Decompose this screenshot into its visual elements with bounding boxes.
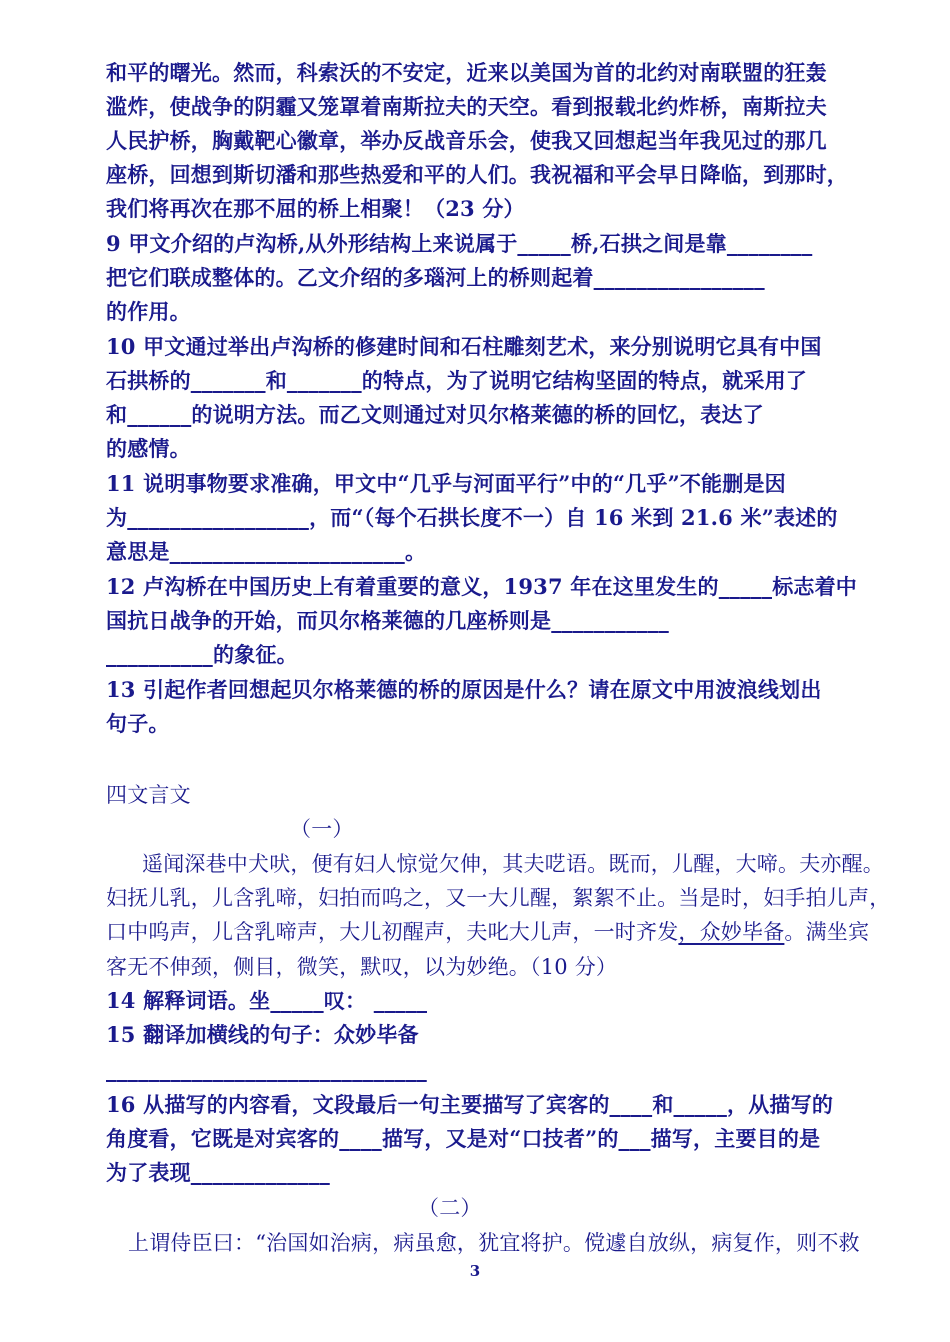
question-16-line: 角度看，它既是对宾客的____描写，又是对“口技者”的___描写，主要目的是 xyxy=(106,1126,821,1151)
question-16-line: 16 从描写的内容看，文段最后一句主要描写了宾客的____和_____，从描写的 xyxy=(106,1092,834,1117)
question-12-line: __________的象征。 xyxy=(106,642,298,667)
passage-line: 我们将再次在那不屈的桥上相聚！（23 分） xyxy=(106,196,525,221)
subsection-title-2: （二） xyxy=(418,1196,482,1220)
question-10-line: 和______的说明方法。而乙文则通过对贝尔格莱德的桥的回忆，表达了 xyxy=(106,402,764,427)
underlined-sentence: ，众妙毕备 xyxy=(678,920,785,944)
passage-line: 和平的曙光。然而，科索沃的不安定，近来以美国为首的北约对南联盟的狂轰 xyxy=(106,60,827,85)
classical-text-line: 遥闻深巷中犬吠，便有妇人惊觉欠伸，其夫呓语。既而，儿醒，大啼。夫亦醒。 xyxy=(142,852,884,876)
question-11-line: 意思是______________________。 xyxy=(106,539,427,564)
section-title: 四文言文 xyxy=(106,783,191,807)
question-13-line: 句子。 xyxy=(106,711,170,736)
question-10-line: 石拱桥的_______和_______的特点，为了说明它结构坚固的特点，就采用了 xyxy=(106,368,807,393)
classical-text-segment: 口中呜声，儿含乳啼声，大儿初醒声，夫叱大儿声，一时齐发 xyxy=(106,920,679,944)
question-15-line: 15 翻译加横线的句子：众妙毕备 xyxy=(106,1022,419,1047)
classical-text-line xyxy=(106,917,870,947)
question-10-line: 10 甲文通过举出卢沟桥的修建时间和石柱雕刻艺术，来分别说明它具有中国 xyxy=(106,334,822,359)
passage-line: 滥炸，使战争的阴霾又笼罩着南斯拉夫的天空。看到报载北约炸桥，南斯拉夫 xyxy=(106,94,827,119)
question-11-line: 为_________________，而“（每个石拱长度不一）自 16 米到 21.6 米”表述的 xyxy=(106,505,838,530)
page-number: 3 xyxy=(469,1262,481,1280)
passage-line: 座桥，回想到斯切潘和那些热爱和平的人们。我祝福和平会早日降临，到那时， xyxy=(106,162,848,187)
question-12-line: 国抗日战争的开始，而贝尔格莱德的几座桥则是___________ xyxy=(106,608,669,633)
classical-text-line: 妇抚儿乳，儿含乳啼，妇拍而呜之，又一大儿醒，絮絮不止。当是时，妇手拍儿声， xyxy=(106,886,891,910)
question-10-line: 的感情。 xyxy=(106,436,191,461)
classical-text-segment: 。满坐宾 xyxy=(784,920,870,944)
answer-blank-line: ______________________________ xyxy=(106,1057,427,1082)
subsection-title-1: （一） xyxy=(290,817,354,841)
question-11-line: 11 说明事物要求准确，甲文中“几乎与河面平行”中的“几乎”不能删是因 xyxy=(106,471,786,496)
classical-text-line: 上谓侍臣曰：“治国如治病，病虽愈，犹宜将护。傥遽自放纵，病复作，则不救 xyxy=(128,1231,860,1255)
question-16-line: 为了表现_____________ xyxy=(106,1160,330,1185)
question-9-line: 的作用。 xyxy=(106,299,191,324)
question-14-line: 14 解释词语。坐_____叹： _____ xyxy=(106,988,428,1013)
passage-line: 人民护桥，胸戴靶心徽章，举办反战音乐会，使我又回想起当年我见过的那几 xyxy=(106,128,827,153)
question-12-line: 12 卢沟桥在中国历史上有着重要的意义，1937 年在这里发生的_____标志着中 xyxy=(106,574,857,599)
question-9-line: 把它们联成整体的。乙文介绍的多瑙河上的桥则起着________________ xyxy=(106,265,765,290)
question-9-line: 9 甲文介绍的卢沟桥,从外形结构上来说属于_____桥,石拱之间是靠________ xyxy=(106,231,813,256)
question-13-line: 13 引起作者回想起贝尔格莱德的桥的原因是什么？请在原文中用波浪线划出 xyxy=(106,677,822,702)
classical-text-line: 客无不伸颈，侧目，微笑，默叹，以为妙绝。（10 分） xyxy=(106,955,618,979)
